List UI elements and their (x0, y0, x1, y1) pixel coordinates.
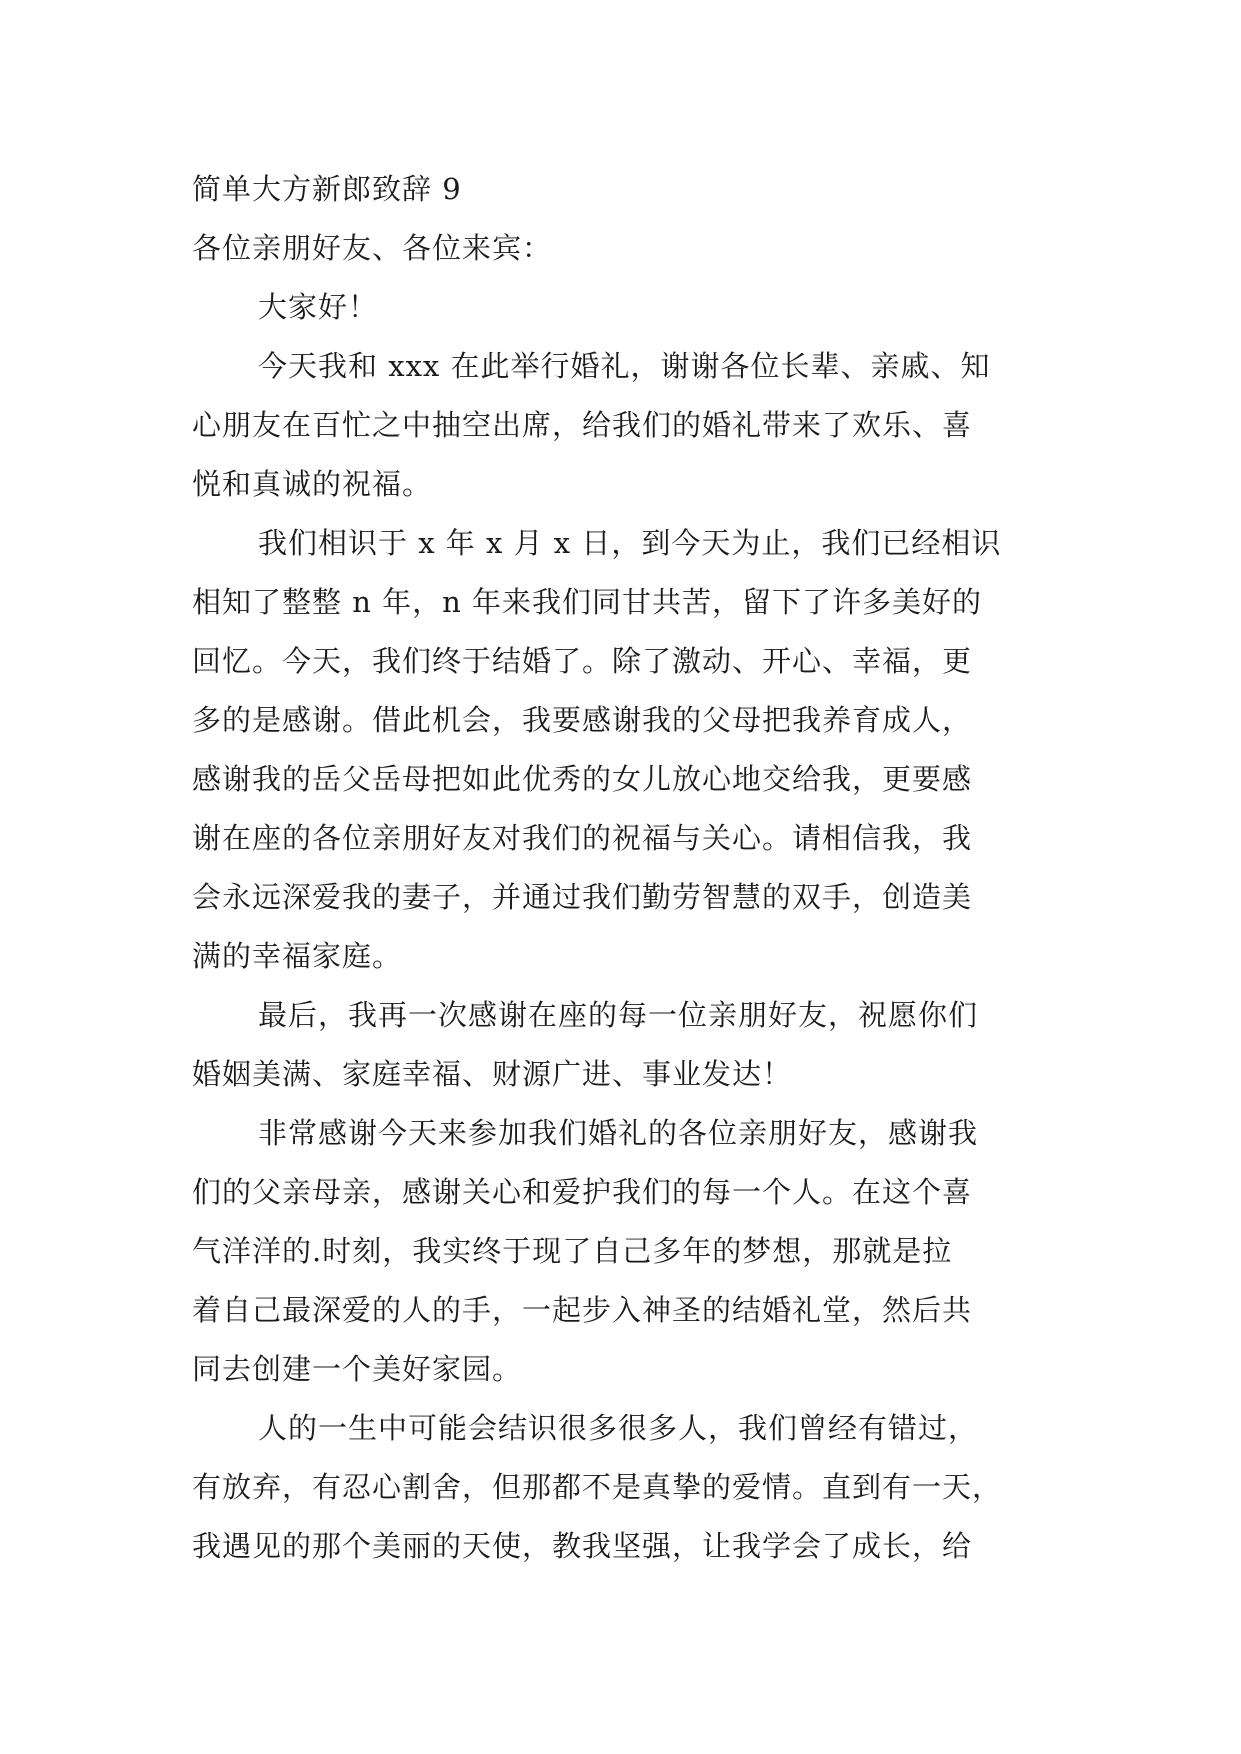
paragraph-line: 婚姻美满、家庭幸福、财源广进、事业发达！ (192, 1057, 793, 1091)
paragraph-line: 心朋友在百忙之中抽空出席，给我们的婚礼带来了欢乐、喜 (192, 408, 973, 442)
paragraph-line: 非常感谢今天来参加我们婚礼的各位亲朋好友，感谢我 (258, 1116, 979, 1150)
greeting-line: 大家好！ (258, 290, 379, 324)
document-body (192, 160, 1064, 1576)
paragraph-line: 人的一生中可能会结识很多很多人，我们曾经有错过， (258, 1411, 979, 1445)
paragraph-line: 满的幸福家庭。 (192, 939, 403, 973)
paragraph-line: 谢在座的各位亲朋好友对我们的祝福与关心。请相信我，我 (192, 821, 973, 855)
document-title: 简单大方新郎致辞 9 (192, 172, 462, 206)
paragraph-line: 气洋洋的.时刻，我实终于现了自己多年的梦想，那就是拉 (192, 1234, 953, 1268)
paragraph-line: 感谢我的岳父岳母把如此优秀的女儿放心地交给我，更要感 (192, 762, 973, 796)
paragraph-line: 同去创建一个美好家园。 (192, 1352, 523, 1386)
paragraph-line: 今天我和 xxx 在此举行婚礼，谢谢各位长辈、亲戚、知 (258, 349, 991, 383)
paragraph-line: 们的父亲母亲，感谢关心和爱护我们的每一个人。在这个喜 (192, 1175, 973, 1209)
paragraph-line: 回忆。今天，我们终于结婚了。除了激动、开心、幸福，更 (192, 644, 973, 678)
paragraph-line: 我们相识于 x 年 x 月 x 日，到今天为止，我们已经相识 (258, 526, 1002, 560)
paragraph-line: 多的是感谢。借此机会，我要感谢我的父母把我养育成人， (192, 703, 973, 737)
paragraph-line: 最后，我再一次感谢在座的每一位亲朋好友，祝愿你们 (258, 998, 979, 1032)
paragraph-line: 着自己最深爱的人的手，一起步入神圣的结婚礼堂，然后共 (192, 1293, 973, 1327)
salutation: 各位亲朋好友、各位来宾： (192, 231, 553, 265)
paragraph-line: 会永远深爱我的妻子，并通过我们勤劳智慧的双手，创造美 (192, 880, 973, 914)
paragraph-line: 有放弃，有忍心割舍，但那都不是真挚的爱情。直到有一天， (192, 1470, 1003, 1504)
paragraph-line: 我遇见的那个美丽的天使，教我坚强，让我学会了成长，给 (192, 1529, 973, 1563)
paragraph-line: 相知了整整 n 年，n 年来我们同甘共苦，留下了许多美好的 (192, 585, 983, 619)
paragraph-line: 悦和真诚的祝福。 (192, 467, 433, 501)
